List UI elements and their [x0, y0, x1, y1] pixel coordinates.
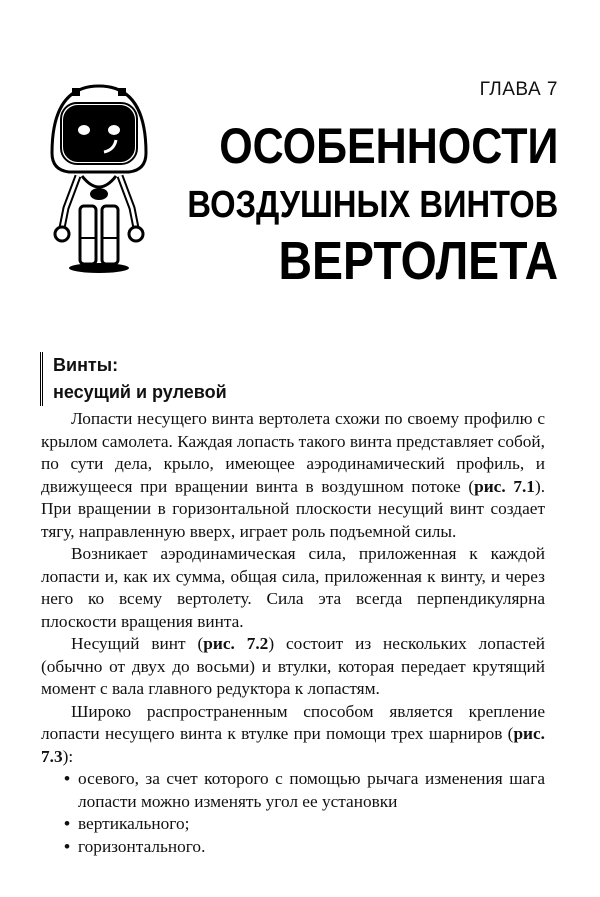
- paragraph-text: Возникает аэродинамическая сила, приложенная к каждой лопасти и, как их сумма, общая сила, приложенная к винту, и через него ко всему вертолету. Сила эта всегда перпендикулярна плоскости вращения винта.: [41, 544, 545, 631]
- section-heading-line-1: Винты:: [53, 355, 119, 375]
- list-item: • вертикального;: [64, 813, 545, 836]
- paragraph-text: ) состоит из нескольких лопастей (обычно от двух до восьми) и втулки, которая передает крутящий момент с вала главного редуктора к лопастям.: [41, 634, 546, 698]
- paragraph: [41, 543, 545, 633]
- chapter-title-line-3: ВЕРТОЛЕТА: [278, 231, 558, 291]
- paragraph-text: Широко распространенным способом является крепление лопасти несущего винта к втулке при помощи трех шарниров (: [41, 701, 545, 743]
- section-heading-line-2: несущий и рулевой: [53, 382, 227, 402]
- chapter-title-line-2: ВОЗДУШНЫХ ВИНТОВ: [187, 184, 558, 226]
- paragraph: [41, 408, 545, 543]
- body-text: [41, 408, 545, 858]
- robot-illustration: [44, 78, 154, 278]
- chapter-title-line-1: ОСОБЕННОСТИ: [218, 118, 558, 174]
- chapter-label: ГЛАВА 7: [479, 79, 558, 100]
- hinge-list: [41, 768, 545, 858]
- robot-mascot-icon: [44, 78, 154, 278]
- paragraph-text: Несущий винт (: [71, 634, 204, 653]
- figure-reference: рис. 7.1: [474, 476, 535, 496]
- list-item: • горизонтального.: [64, 836, 545, 859]
- figure-reference: рис. 7.2: [203, 634, 269, 653]
- figure-reference: рис. 7.3: [41, 724, 545, 766]
- paragraph-text: Лопасти несущего винта вертолета схожи по своему профилю с крылом самолета. Каждая лопасть такого винта представляет собой, по сути дела, крыло, имеющее аэродинамический профиль, и движущееся при вращении винта в воздушном потоке (: [41, 409, 545, 496]
- paragraph: [41, 701, 545, 769]
- paragraph-text: ):: [62, 746, 74, 766]
- paragraph-text: ). При вращении в горизонтальной плоскости несущий винт создает тягу, направленную вверх, играет роль подъемной силы.: [41, 476, 546, 541]
- list-item: • осевого, за счет которого с помощью рычага изменения шага лопасти можно изменять угол ее установки: [64, 768, 545, 813]
- section-heading: [40, 352, 227, 406]
- paragraph: [41, 633, 545, 701]
